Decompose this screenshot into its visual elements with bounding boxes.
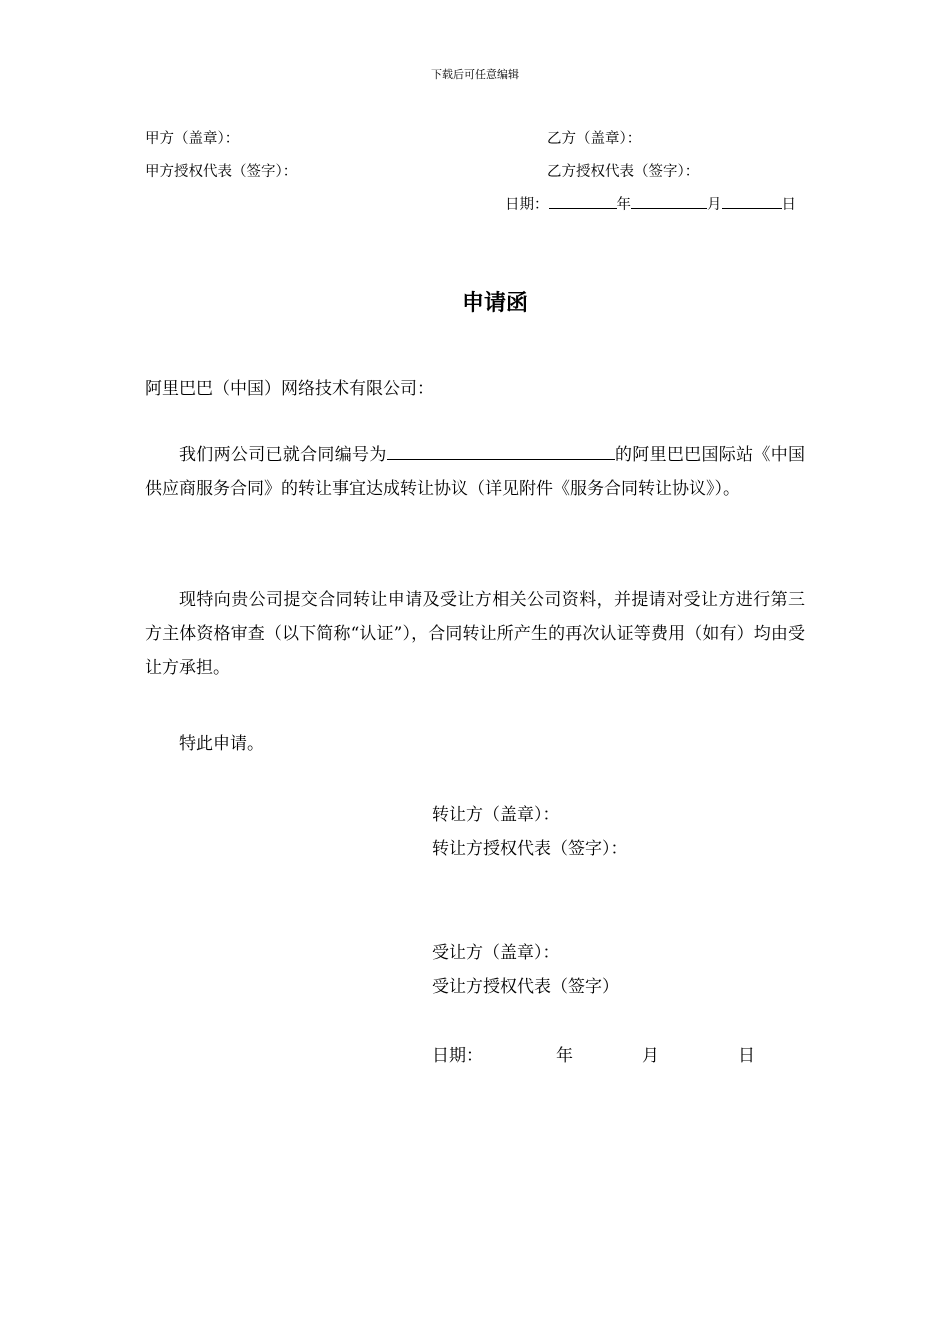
contract-number-blank: [387, 441, 615, 460]
addressee: 阿里巴巴（中国）网络技术有限公司：: [145, 379, 434, 399]
top-month-blank: [631, 194, 707, 209]
party-b-rep-label: 乙方授权代表（签字）：: [547, 164, 700, 180]
top-day-blank: [722, 194, 782, 209]
bottom-date-label: 日期：: [432, 1046, 483, 1066]
transferor-rep-label: 转让方授权代表（签字）：: [432, 839, 628, 859]
paragraph-1: [145, 438, 805, 506]
top-year-label: 年: [616, 197, 631, 213]
party-b-seal-label: 乙方（盖章）：: [547, 131, 642, 147]
top-date-line: [505, 193, 796, 214]
bottom-month-label: 月: [642, 1046, 659, 1066]
bottom-year-label: 年: [556, 1046, 573, 1066]
document-title: 申请函: [461, 291, 528, 316]
header-note: 下载后可任意编辑: [431, 68, 519, 81]
paragraph-3: 特此申请。: [179, 734, 264, 754]
top-day-label: 日: [781, 197, 796, 213]
transferee-seal-label: 受让方（盖章）：: [432, 943, 560, 963]
paragraph-1-part1: 我们两公司已就合同编号为: [179, 445, 387, 465]
top-date-label: 日期：: [505, 197, 549, 213]
top-year-blank: [549, 194, 617, 209]
transferee-rep-label: 受让方授权代表（签字）: [432, 977, 619, 997]
paragraph-2: 现特向贵公司提交合同转让申请及受让方相关公司资料，并提请对受让方进行第三方主体资格审查（以下简称“认证”），合同转让所产生的再次认证等费用（如有）均由受让方承担。: [145, 590, 805, 678]
bottom-day-label: 日: [738, 1046, 755, 1066]
party-a-rep-label: 甲方授权代表（签字）：: [145, 164, 298, 180]
transferor-seal-label: 转让方（盖章）：: [432, 805, 560, 825]
party-a-seal-label: 甲方（盖章）：: [145, 131, 240, 147]
top-month-label: 月: [707, 197, 722, 213]
paragraph-1-part2: 的阿里巴巴国际站《中国供应商服务合同》的转让事宜达成转让协议（详见附件《服务合同转让协议》）。: [145, 445, 806, 499]
